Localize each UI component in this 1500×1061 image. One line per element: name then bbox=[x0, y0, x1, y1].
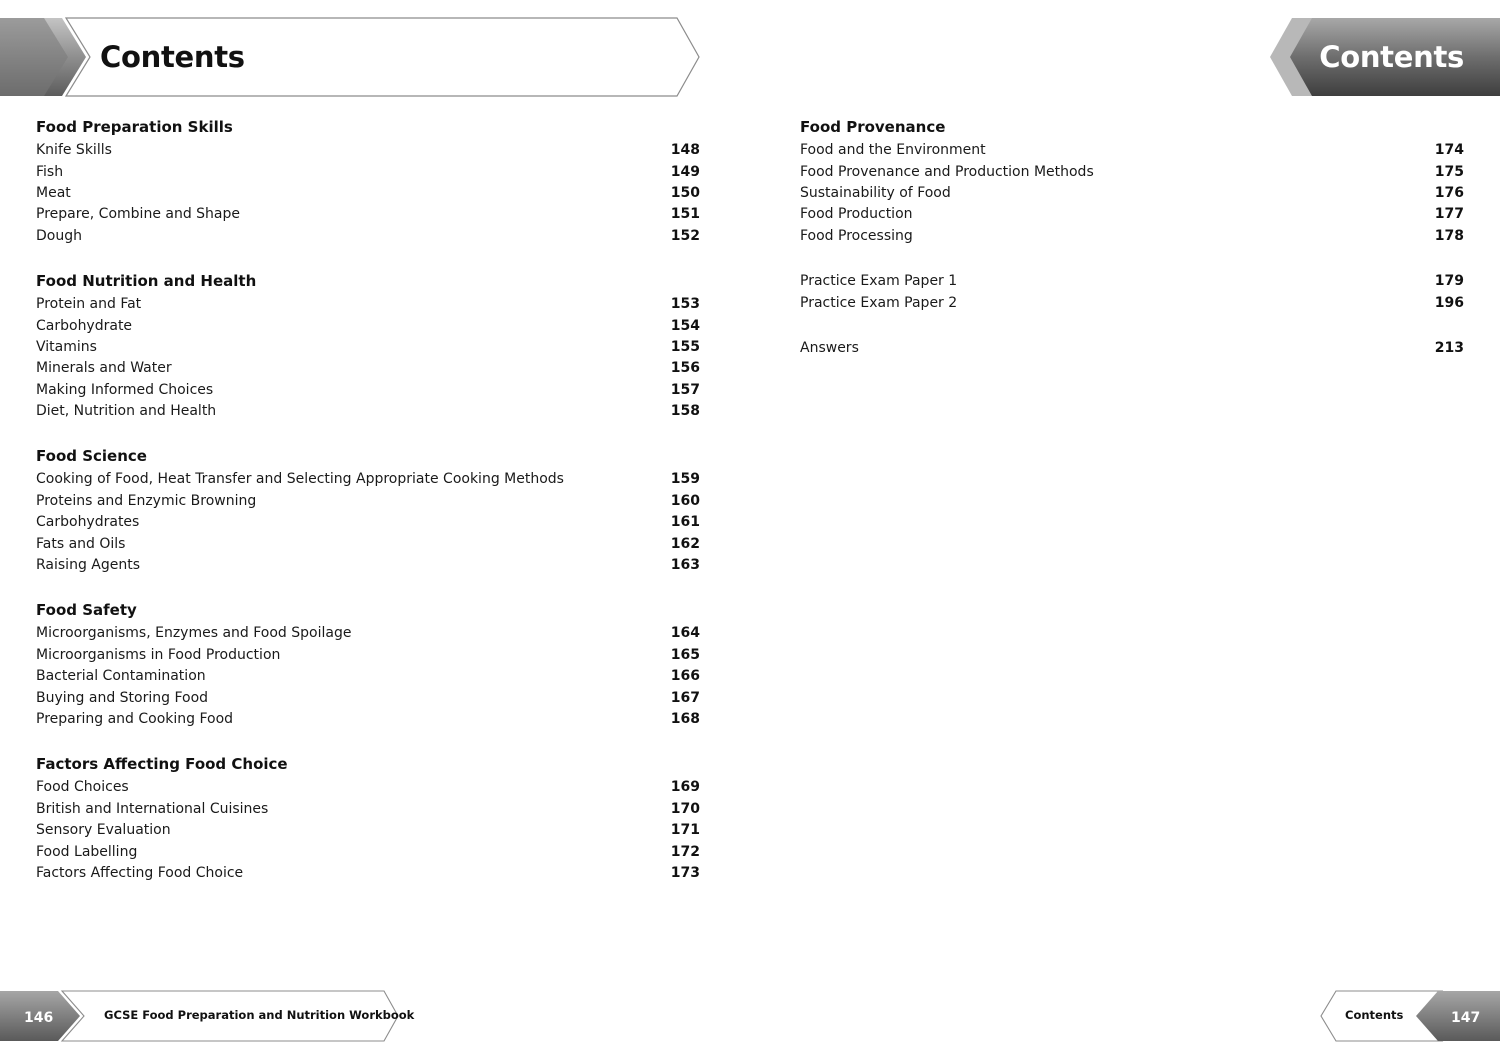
section-heading: Factors Affecting Food Choice bbox=[36, 755, 288, 774]
toc-entry[interactable] bbox=[36, 183, 700, 204]
toc-entry[interactable] bbox=[36, 204, 700, 225]
section-heading: Food Safety bbox=[36, 601, 137, 620]
toc-entry-page-number: 171 bbox=[670, 822, 700, 839]
toc-entry-title: Preparing and Cooking Food bbox=[36, 711, 234, 727]
toc-entry-title: Bacterial Contamination bbox=[36, 668, 206, 685]
toc-entry-page-number: 165 bbox=[670, 646, 700, 663]
toc-entry-title: Practice Exam Paper 2 bbox=[800, 294, 958, 311]
toc-entry[interactable] bbox=[36, 799, 700, 820]
toc-entry-title: Sensory Evaluation bbox=[36, 822, 171, 839]
toc-entry[interactable] bbox=[36, 140, 700, 161]
toc-entry-title: Prepare, Combine and Shape bbox=[36, 206, 241, 223]
toc-entry-title: Practice Exam Paper 1 bbox=[800, 273, 958, 290]
page-number-left: 146 bbox=[24, 1010, 54, 1026]
toc-entry-title: Minerals and Water bbox=[36, 360, 172, 377]
toc-entry-title: Factors Affecting Food Choice bbox=[36, 864, 244, 881]
toc-entry[interactable] bbox=[36, 687, 700, 708]
toc-entry-page-number: 177 bbox=[1434, 206, 1464, 223]
toc-entry-title: Making Informed Choices bbox=[36, 381, 214, 398]
page-title-right: Contents bbox=[1319, 40, 1464, 74]
section-heading: Food Science bbox=[36, 447, 147, 466]
toc-entry-page-number: 196 bbox=[1434, 294, 1464, 311]
toc-entry-page-number: 150 bbox=[670, 184, 700, 201]
toc-entry-title: Food Labelling bbox=[36, 843, 138, 860]
toc-entry-page-number: 213 bbox=[1434, 339, 1464, 356]
toc-entry-page-number: 151 bbox=[670, 206, 700, 223]
toc-entry-page-number: 153 bbox=[670, 296, 700, 313]
toc-entry[interactable] bbox=[36, 491, 700, 512]
toc-entry-page-number: 148 bbox=[670, 142, 700, 159]
toc-entry[interactable] bbox=[800, 338, 1464, 359]
toc-entry[interactable] bbox=[36, 645, 700, 666]
toc-entry-title: Meat bbox=[36, 184, 71, 201]
toc-entry-page-number: 170 bbox=[670, 800, 700, 817]
section-heading: Food Nutrition and Health bbox=[36, 271, 257, 290]
toc-entry[interactable] bbox=[36, 666, 700, 687]
toc-entry-title: Fish bbox=[36, 163, 64, 180]
toc-entry[interactable] bbox=[800, 292, 1464, 313]
toc-entry-page-number: 156 bbox=[670, 360, 700, 377]
toc-entry-title: British and International Cuisines bbox=[36, 800, 269, 817]
toc-entry-page-number: 160 bbox=[670, 492, 700, 509]
toc-entry-title: Diet, Nutrition and Health bbox=[36, 403, 217, 420]
toc-section bbox=[800, 338, 1464, 359]
toc-entry-page-number: 152 bbox=[670, 227, 700, 244]
toc-right-column bbox=[800, 117, 1464, 383]
section-heading: Food Preparation Skills bbox=[36, 118, 233, 136]
toc-entry[interactable] bbox=[36, 358, 700, 379]
toc-entry-page-number: 149 bbox=[670, 163, 700, 180]
toc-section bbox=[36, 754, 700, 884]
toc-section bbox=[36, 446, 700, 576]
toc-entry-title: Raising Agents bbox=[36, 557, 141, 574]
toc-entry-page-number: 161 bbox=[670, 514, 700, 531]
toc-entry[interactable] bbox=[36, 533, 700, 554]
toc-entry[interactable] bbox=[36, 555, 700, 576]
toc-entry-title: Sustainability of Food bbox=[800, 184, 951, 201]
toc-entry[interactable] bbox=[36, 820, 700, 841]
toc-section bbox=[36, 600, 700, 730]
toc-entry-page-number: 166 bbox=[670, 668, 700, 685]
toc-entry-title: Proteins and Enzymic Browning bbox=[36, 492, 257, 509]
toc-entry-page-number: 167 bbox=[670, 689, 700, 706]
toc-entry[interactable] bbox=[36, 863, 700, 884]
toc-left-column bbox=[36, 117, 700, 908]
toc-entry[interactable] bbox=[36, 161, 700, 182]
toc-entry-title: Food and the Environment bbox=[800, 142, 986, 159]
toc-entry[interactable] bbox=[36, 294, 700, 315]
toc-entry[interactable] bbox=[36, 380, 700, 401]
toc-entry[interactable] bbox=[36, 777, 700, 798]
toc-entry[interactable] bbox=[800, 161, 1464, 182]
toc-entry[interactable] bbox=[800, 183, 1464, 204]
toc-entry-page-number: 178 bbox=[1434, 227, 1464, 244]
toc-entry-title: Microorganisms in Food Production bbox=[36, 646, 281, 663]
toc-entry-title: Vitamins bbox=[36, 338, 97, 355]
toc-entry[interactable] bbox=[36, 709, 700, 730]
toc-entry[interactable] bbox=[36, 315, 700, 336]
toc-entry-page-number: 169 bbox=[670, 779, 700, 796]
toc-entry-page-number: 164 bbox=[670, 625, 700, 642]
page-number-right: 147 bbox=[1451, 1010, 1481, 1026]
toc-entry-title: Food Production bbox=[800, 206, 913, 223]
toc-section bbox=[800, 271, 1464, 314]
toc-section bbox=[36, 117, 700, 247]
toc-entry[interactable] bbox=[800, 140, 1464, 161]
toc-entry-title: Food Processing bbox=[800, 227, 913, 244]
toc-entry[interactable] bbox=[36, 623, 700, 644]
toc-entry-title: Protein and Fat bbox=[36, 296, 142, 313]
toc-entry-page-number: 154 bbox=[670, 317, 700, 334]
toc-section bbox=[800, 117, 1464, 247]
toc-section bbox=[36, 271, 700, 422]
toc-entry-page-number: 173 bbox=[670, 864, 700, 881]
toc-entry-page-number: 162 bbox=[670, 535, 700, 552]
toc-entry-title: Food Choices bbox=[36, 779, 129, 796]
toc-entry-page-number: 176 bbox=[1434, 184, 1464, 201]
toc-entry[interactable] bbox=[36, 226, 700, 247]
toc-entry-page-number: 158 bbox=[670, 403, 700, 420]
toc-entry-title: Dough bbox=[36, 227, 82, 244]
section-heading: Food Provenance bbox=[800, 118, 946, 136]
toc-entry[interactable] bbox=[36, 337, 700, 358]
toc-entry-title: Carbohydrate bbox=[36, 317, 133, 334]
toc-entry[interactable] bbox=[36, 401, 700, 422]
toc-entry-page-number: 175 bbox=[1434, 163, 1464, 180]
toc-entry-title: Buying and Storing Food bbox=[36, 689, 209, 706]
toc-entry-page-number: 163 bbox=[670, 557, 700, 574]
toc-entry-title: Food Provenance and Production Methods bbox=[800, 163, 1094, 180]
toc-entry-title: Cooking of Food, Heat Transfer and Selecting Appropriate Cooking Methods bbox=[36, 471, 564, 488]
toc-entry-page-number: 174 bbox=[1434, 142, 1464, 159]
toc-entry-page-number: 155 bbox=[670, 338, 700, 355]
toc-entry-title: Answers bbox=[800, 339, 859, 356]
toc-entry[interactable] bbox=[800, 204, 1464, 225]
toc-entry-page-number: 168 bbox=[670, 711, 700, 727]
toc-entry[interactable] bbox=[36, 841, 700, 862]
toc-entry-title: Knife Skills bbox=[36, 142, 112, 159]
toc-entry-page-number: 157 bbox=[670, 381, 700, 398]
toc-entry-title: Fats and Oils bbox=[36, 535, 126, 552]
toc-entry[interactable] bbox=[800, 226, 1464, 247]
toc-entry[interactable] bbox=[36, 469, 700, 490]
page-title-left: Contents bbox=[100, 40, 245, 74]
book-title-footer: GCSE Food Preparation and Nutrition Workbook bbox=[104, 1008, 415, 1022]
toc-entry[interactable] bbox=[800, 271, 1464, 292]
toc-entry-page-number: 179 bbox=[1434, 273, 1464, 290]
toc-entry-title: Carbohydrates bbox=[36, 514, 140, 531]
contents-footer-label: Contents bbox=[1345, 1008, 1404, 1022]
toc-entry[interactable] bbox=[36, 512, 700, 533]
toc-entry-page-number: 172 bbox=[670, 843, 700, 860]
toc-entry-page-number: 159 bbox=[670, 471, 700, 488]
toc-entry-title: Microorganisms, Enzymes and Food Spoilage bbox=[36, 625, 352, 642]
